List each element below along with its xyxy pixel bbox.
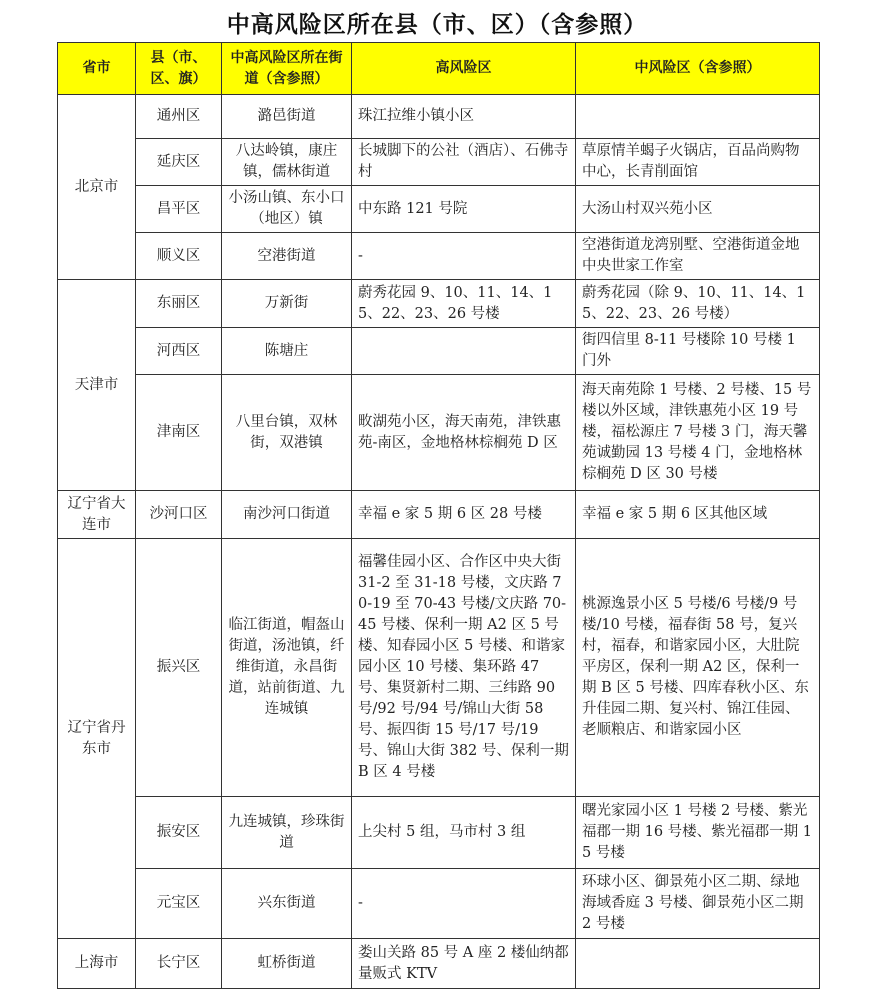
street-cell: 八里台镇，双林街，双港镇: [222, 375, 352, 491]
high-risk-cell: 蔚秀花园 9、10、11、14、15、22、23、26 号楼: [352, 280, 576, 328]
county-cell: 河西区: [136, 328, 222, 375]
street-cell: 临江街道，帽盔山街道，汤池镇，纤维街道，永昌街道，站前街道、九连城镇: [222, 539, 352, 797]
street-cell: 虹桥街道: [222, 939, 352, 989]
street-cell: 陈塘庄: [222, 328, 352, 375]
street-cell: 九连城镇，珍珠街道: [222, 797, 352, 869]
county-cell: 昌平区: [136, 186, 222, 233]
table-row: [58, 233, 820, 280]
risk-area-table: [57, 42, 820, 989]
medium-risk-cell: 海天南苑除 1 号楼、2 号楼、15 号楼以外区域，津铁惠苑小区 19 号楼，福松源庄 7 号楼 3 门，海天馨苑诚勤园 13 号楼 4 门，金地格林棕榈苑 D 区 30 号楼: [576, 375, 820, 491]
header-province: 省市: [58, 43, 136, 95]
province-cell: 北京市: [58, 95, 136, 280]
high-risk-cell: 福馨佳园小区、合作区中央大街 31-2 至 31-18 号楼，文庆路 70-19 至 70-43 号楼/文庆路 70-45 号楼、保利一期 A2 区 5 号楼、知春园小区 5 号楼、和谐家园小区 10 号楼、集环路 47 号、集贤新村二期、三纬路 90 号/92 号/94 号/锦山大街 58 号、振四街 15 号/17 号/19 号、锦山大街 382 号、保利一期 B 区 4 号楼: [352, 539, 576, 797]
county-cell: 延庆区: [136, 139, 222, 186]
high-risk-cell: 畋湖苑小区，海天南苑，津铁惠苑-南区，金地格林棕榈苑 D 区: [352, 375, 576, 491]
medium-risk-cell: 蔚秀花园（除 9、10、11、14、15、22、23、26 号楼）: [576, 280, 820, 328]
county-cell: 沙河口区: [136, 491, 222, 539]
table-row: [58, 797, 820, 869]
header-row: [58, 43, 820, 95]
table-row: [58, 375, 820, 491]
table-row: [58, 186, 820, 233]
high-risk-cell: 娄山关路 85 号 A 座 2 楼仙纳都量贩式 KTV: [352, 939, 576, 989]
county-cell: 通州区: [136, 95, 222, 139]
high-risk-cell: -: [352, 233, 576, 280]
province-cell: 辽宁省丹东市: [58, 539, 136, 939]
county-cell: 长宁区: [136, 939, 222, 989]
province-cell: 天津市: [58, 280, 136, 491]
table-row: [58, 491, 820, 539]
table-row: [58, 939, 820, 989]
street-cell: 八达岭镇，康庄镇，儒林街道: [222, 139, 352, 186]
street-cell: 兴东街道: [222, 869, 352, 939]
medium-risk-cell: 草原情羊蝎子火锅店，百品尚购物中心，长青削面馆: [576, 139, 820, 186]
medium-risk-cell: 曙光家园小区 1 号楼 2 号楼、紫光福郡一期 16 号楼、紫光福郡一期 15 号楼: [576, 797, 820, 869]
medium-risk-cell: 街四信里 8-11 号楼除 10 号楼 1 门外: [576, 328, 820, 375]
high-risk-cell: 珠江拉维小镇小区: [352, 95, 576, 139]
page-title: 中高风险区所在县（市、区）（含参照）: [226, 12, 648, 38]
table-row: [58, 139, 820, 186]
table-row: [58, 328, 820, 375]
high-risk-cell: 中东路 121 号院: [352, 186, 576, 233]
medium-risk-cell: [576, 939, 820, 989]
county-cell: 津南区: [136, 375, 222, 491]
header-street: 中高风险区所在街道（含参照）: [222, 43, 352, 95]
street-cell: 潞邑街道: [222, 95, 352, 139]
county-cell: 振安区: [136, 797, 222, 869]
high-risk-cell: 长城脚下的公社（酒店）、石佛寺村: [352, 139, 576, 186]
medium-risk-cell: 幸福 e 家 5 期 6 区其他区域: [576, 491, 820, 539]
high-risk-cell: [352, 328, 576, 375]
county-cell: 东丽区: [136, 280, 222, 328]
high-risk-cell: 上尖村 5 组，马市村 3 组: [352, 797, 576, 869]
medium-risk-cell: 桃源逸景小区 5 号楼/6 号楼/9 号楼/10 号楼，福春街 58 号，复兴村，福春，和谐家园小区，大肚院平房区，保利一期 A2 区，保利一期 B 区 5 号楼、四库春秋小区、东升佳园二期、复兴村、锦江佳园、老顺粮店、和谐家园小区: [576, 539, 820, 797]
province-cell: 辽宁省大连市: [58, 491, 136, 539]
province-cell: 上海市: [58, 939, 136, 989]
street-cell: 小汤山镇、东小口（地区）镇: [222, 186, 352, 233]
street-cell: 空港街道: [222, 233, 352, 280]
street-cell: 万新街: [222, 280, 352, 328]
medium-risk-cell: 空港街道龙湾别墅、空港街道金地中央世家工作室: [576, 233, 820, 280]
medium-risk-cell: 环球小区、御景苑小区二期、绿地海域香庭 3 号楼、御景苑小区二期 2 号楼: [576, 869, 820, 939]
high-risk-cell: -: [352, 869, 576, 939]
county-cell: 元宝区: [136, 869, 222, 939]
county-cell: 顺义区: [136, 233, 222, 280]
table-row: [58, 539, 820, 797]
street-cell: 南沙河口街道: [222, 491, 352, 539]
header-high-risk: 高风险区: [352, 43, 576, 95]
county-cell: 振兴区: [136, 539, 222, 797]
high-risk-cell: 幸福 e 家 5 期 6 区 28 号楼: [352, 491, 576, 539]
medium-risk-cell: [576, 95, 820, 139]
table-row: [58, 280, 820, 328]
header-medium-risk: 中风险区（含参照）: [576, 43, 820, 95]
table-row: [58, 869, 820, 939]
table-row: [58, 95, 820, 139]
header-county: 县（市、区、旗）: [136, 43, 222, 95]
medium-risk-cell: 大汤山村双兴苑小区: [576, 186, 820, 233]
